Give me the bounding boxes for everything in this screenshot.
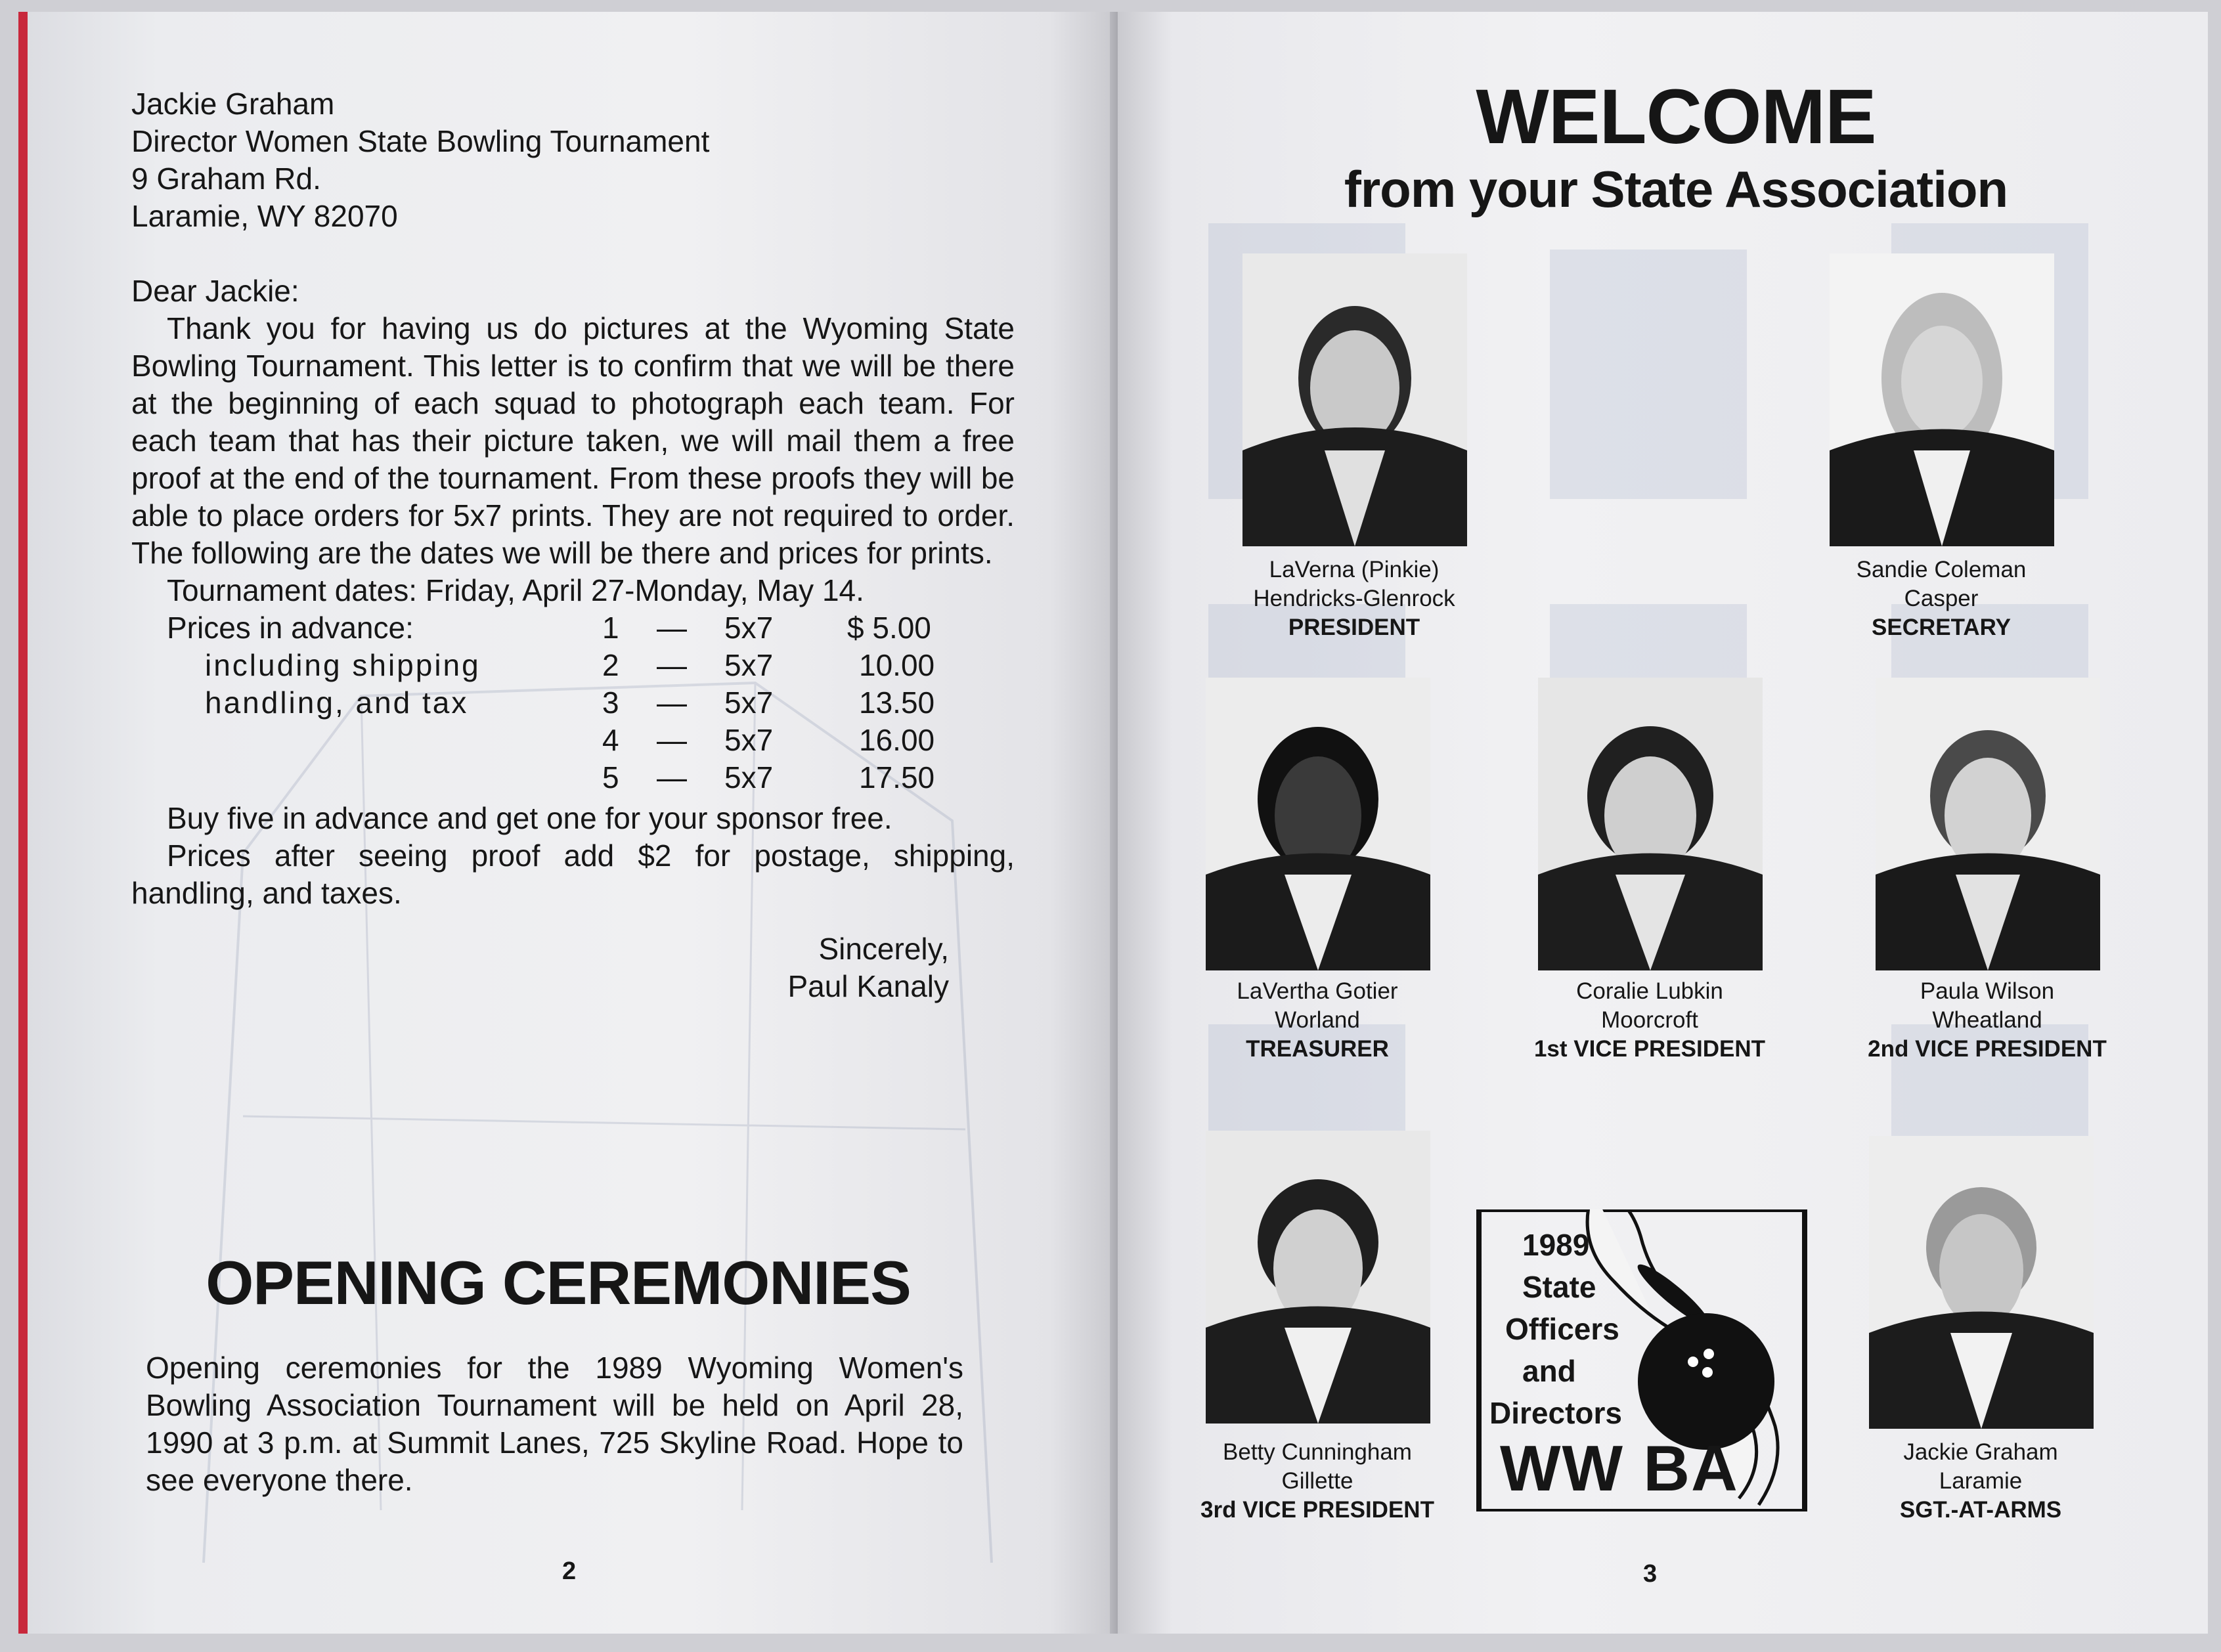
officer-city: Laramie bbox=[1939, 1468, 2023, 1494]
officer-photo bbox=[1830, 253, 2054, 546]
price-qty: 4 bbox=[602, 723, 619, 757]
sponsor-offer: Buy five in advance and get one for your sponsor free. bbox=[167, 801, 892, 835]
price-dash: — bbox=[657, 760, 687, 794]
prices-label-line: including shipping bbox=[205, 648, 481, 682]
price-amount: 17.50 bbox=[859, 760, 935, 794]
officer-photo bbox=[1869, 1136, 2094, 1429]
price-size: 5x7 bbox=[724, 760, 774, 794]
logo-line: 1989 bbox=[1522, 1228, 1590, 1262]
officer-city: Moorcroft bbox=[1601, 1007, 1698, 1033]
officer-role: 3rd VICE PRESIDENT bbox=[1200, 1497, 1434, 1523]
price-dash: — bbox=[657, 723, 687, 757]
price-amount: 13.50 bbox=[859, 685, 935, 720]
officer-role: SGT.-AT-ARMS bbox=[1899, 1497, 2062, 1523]
logo-line: and bbox=[1522, 1354, 1576, 1388]
officer-city: Gillette bbox=[1281, 1468, 1353, 1494]
price-dash: — bbox=[657, 685, 687, 720]
letter-body: Thank you for having us do pictures at the Wyoming State Bowling Tournament. This letter is to confirm that we will be there at the beginning of each squad to photograph each team. For each team that has their picture taken, we will mail them a free proof at the end of the tournament. From these proofs they will be able to place orders for 5x7 prints. They are not required to order. The following are the dates we will be there and prices for prints. bbox=[131, 311, 1015, 570]
price-size: 5x7 bbox=[724, 723, 774, 757]
officer-city: Worland bbox=[1275, 1007, 1360, 1033]
officer-name: Sandie Coleman bbox=[1856, 557, 2027, 582]
after-proof-note: Prices after seeing proof add $2 for postage, shipping, handling, and taxes. bbox=[131, 838, 1015, 910]
price-amount: 10.00 bbox=[859, 648, 935, 682]
officer-photo bbox=[1538, 678, 1763, 970]
prices-label-line: Prices in advance: bbox=[167, 611, 414, 645]
officer-role: PRESIDENT bbox=[1288, 615, 1420, 640]
officer-role: SECRETARY bbox=[1872, 615, 2011, 640]
officer-caption bbox=[1823, 1438, 2138, 1525]
officer-caption bbox=[1160, 977, 1475, 1064]
price-dash: — bbox=[657, 611, 687, 645]
tournament-dates: Tournament dates: Friday, April 27-Monday, May 14. bbox=[167, 573, 864, 607]
address-line: Jackie Graham bbox=[131, 87, 335, 121]
letter-closing: Sincerely, bbox=[818, 932, 949, 966]
price-qty: 1 bbox=[602, 611, 619, 645]
price-size: 5x7 bbox=[724, 648, 774, 682]
price-amount: 16.00 bbox=[859, 723, 935, 757]
officer-photo bbox=[1242, 253, 1467, 546]
officer-caption bbox=[1784, 555, 2099, 642]
officer-city: Wheatland bbox=[1932, 1007, 2042, 1033]
officer-name: LaVerna (Pinkie) bbox=[1269, 557, 1440, 582]
officer-city: Hendricks-Glenrock bbox=[1253, 586, 1455, 611]
officer-name: Betty Cunningham bbox=[1223, 1439, 1412, 1465]
officer-role: 2nd VICE PRESIDENT bbox=[1868, 1036, 2107, 1062]
address-line: 9 Graham Rd. bbox=[131, 162, 321, 196]
letter-signer: Paul Kanaly bbox=[787, 969, 949, 1003]
officer-photo bbox=[1206, 678, 1430, 970]
price-qty: 2 bbox=[602, 648, 619, 682]
officer-name: Coralie Lubkin bbox=[1576, 978, 1723, 1004]
wwba-logo bbox=[1476, 1209, 1809, 1511]
letter-salutation: Dear Jackie: bbox=[131, 274, 299, 308]
officer-role: TREASURER bbox=[1246, 1036, 1389, 1062]
officer-caption bbox=[1197, 555, 1512, 642]
officer-photo bbox=[1876, 678, 2100, 970]
officer-name: Paula Wilson bbox=[1920, 978, 2055, 1004]
officer-role: 1st VICE PRESIDENT bbox=[1533, 1036, 1766, 1062]
photographer-letter bbox=[131, 85, 1015, 1005]
officer-caption bbox=[1160, 1438, 1475, 1525]
officer-name: LaVertha Gotier bbox=[1237, 978, 1398, 1004]
page-number-right: 3 bbox=[1643, 1560, 1658, 1588]
logo-line: State bbox=[1522, 1270, 1596, 1304]
logo-acronym: WW BA bbox=[1500, 1432, 1739, 1504]
prices-label-line: handling, and tax bbox=[205, 685, 469, 720]
opening-ceremonies-text: Opening ceremonies for the 1989 Wyoming Women's Bowling Association Tournament will be held on April 28, 1990 at 3 p.m. at Summit Lanes, 725 Skyline Road. Hope to see everyone there. bbox=[146, 1351, 963, 1497]
price-size: 5x7 bbox=[724, 611, 774, 645]
opening-ceremonies-heading: OPENING CEREMONIES bbox=[206, 1248, 911, 1317]
welcome-heading: WELCOME bbox=[1476, 74, 1876, 160]
officer-photo bbox=[1206, 1131, 1430, 1424]
price-dash: — bbox=[657, 648, 687, 682]
address-line: Director Women State Bowling Tournament bbox=[131, 124, 710, 158]
officer-caption bbox=[1492, 977, 1807, 1064]
price-size: 5x7 bbox=[724, 685, 774, 720]
welcome-subtitle: from your State Association bbox=[1344, 160, 2008, 218]
logo-line: Officers bbox=[1505, 1312, 1619, 1346]
price-amount: $ 5.00 bbox=[847, 611, 931, 645]
logo-line: Directors bbox=[1489, 1396, 1622, 1430]
officer-caption bbox=[1816, 977, 2158, 1064]
officer-city: Casper bbox=[1904, 586, 1979, 611]
page-number-left: 2 bbox=[562, 1557, 577, 1585]
address-line: Laramie, WY 82070 bbox=[131, 199, 398, 233]
officer-name: Jackie Graham bbox=[1903, 1439, 2058, 1465]
letter-address bbox=[131, 85, 1015, 235]
price-qty: 3 bbox=[602, 685, 619, 720]
price-table bbox=[131, 609, 1015, 800]
price-qty: 5 bbox=[602, 760, 619, 794]
